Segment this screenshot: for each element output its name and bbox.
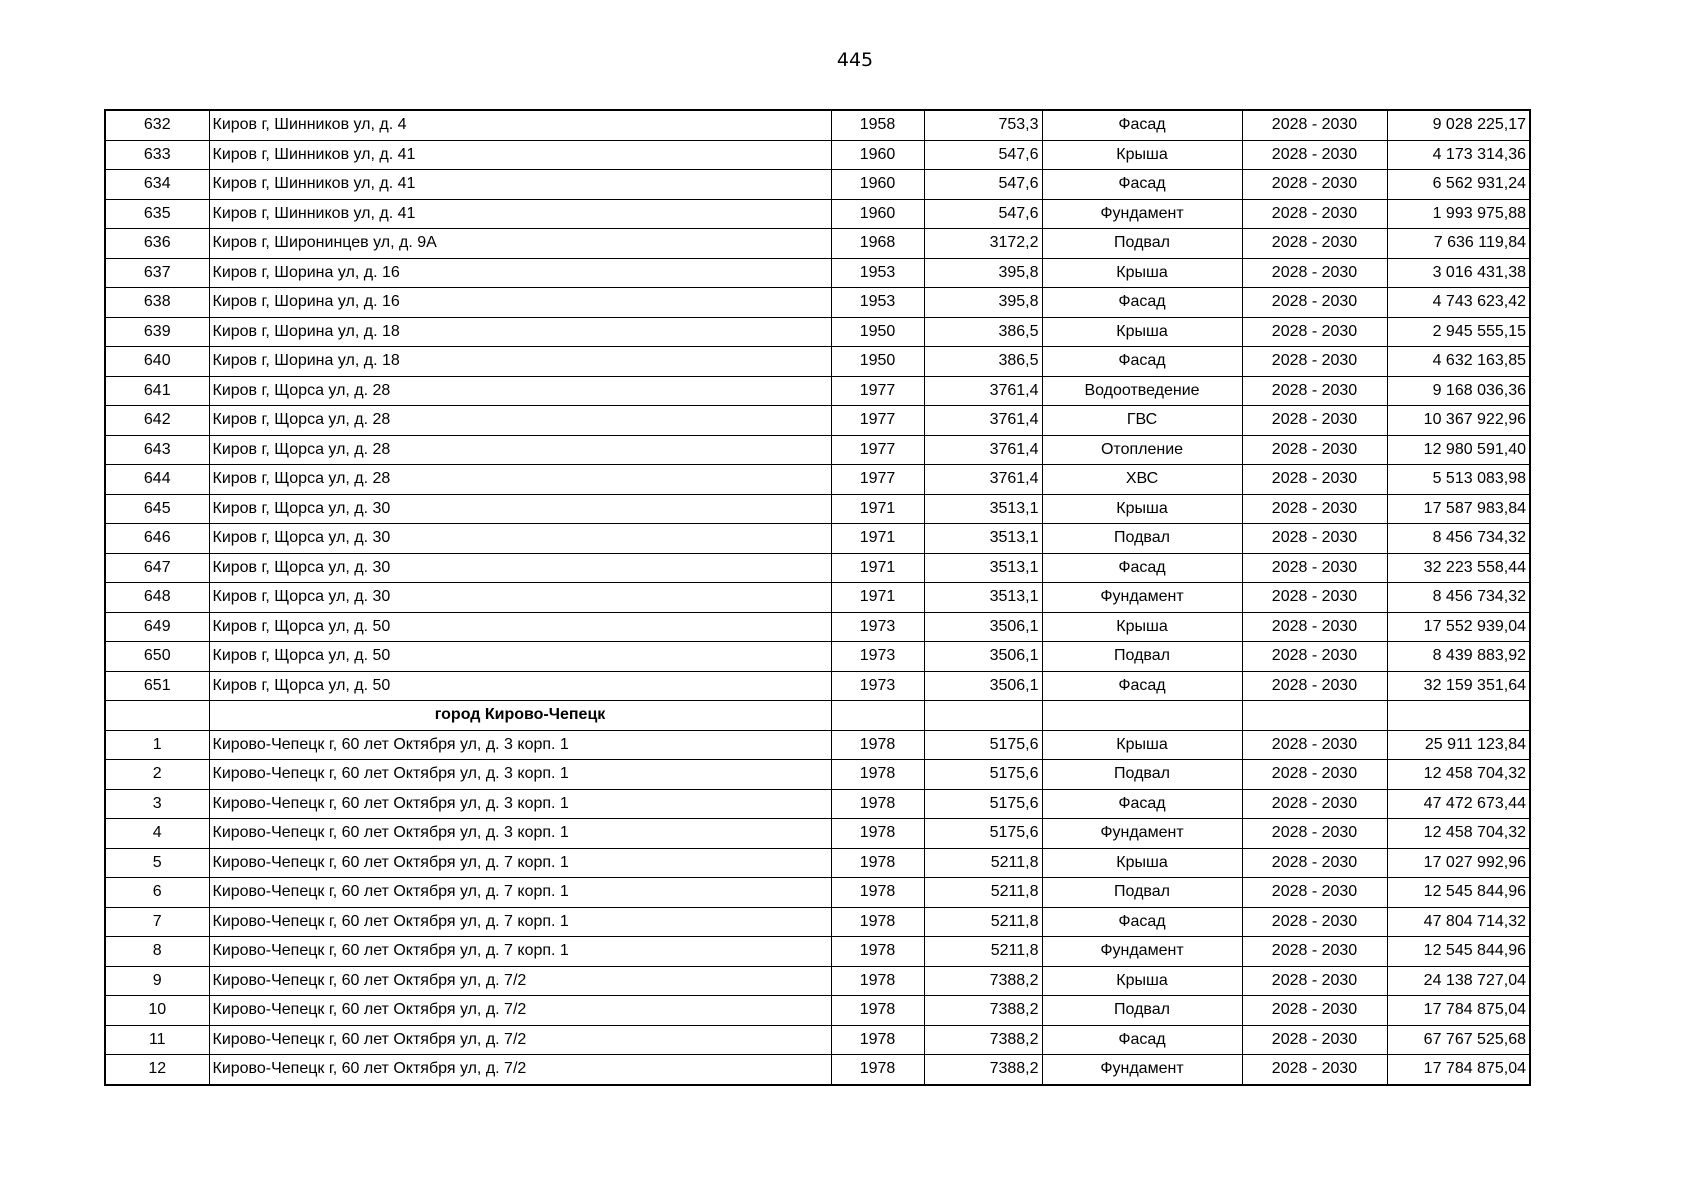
cell-address: Киров г, Щорса ул, д. 50	[209, 612, 831, 642]
table-row	[105, 819, 1530, 849]
cell-work-type: Крыша	[1042, 966, 1242, 996]
table-row	[105, 730, 1530, 760]
cell-year: 1977	[831, 465, 924, 495]
cell-address: Кирово-Чепецк г, 60 лет Октября ул, д. 3 корп. 1	[209, 730, 831, 760]
cell-number: 10	[105, 996, 209, 1026]
cell-year: 1958	[831, 110, 924, 140]
cell-address: Киров г, Щорса ул, д. 28	[209, 465, 831, 495]
cell-cost: 47 804 714,32	[1387, 907, 1530, 937]
cell-number: 639	[105, 317, 209, 347]
cell-area: 395,8	[924, 288, 1042, 318]
cell-year: 1973	[831, 642, 924, 672]
cell-work-type: Фасад	[1042, 1025, 1242, 1055]
cell-number: 635	[105, 199, 209, 229]
cell-work-type: Крыша	[1042, 730, 1242, 760]
cell-address: Кирово-Чепецк г, 60 лет Октября ул, д. 3 корп. 1	[209, 789, 831, 819]
cell-area: 3513,1	[924, 494, 1042, 524]
cell-address: Кирово-Чепецк г, 60 лет Октября ул, д. 7 корп. 1	[209, 937, 831, 967]
cell-period: 2028 - 2030	[1242, 612, 1387, 642]
cell-cost: 8 456 734,32	[1387, 524, 1530, 554]
table-row	[105, 937, 1530, 967]
cell-area: 547,6	[924, 170, 1042, 200]
cell-period: 2028 - 2030	[1242, 494, 1387, 524]
cell-year: 1973	[831, 671, 924, 701]
cell-period: 2028 - 2030	[1242, 1025, 1387, 1055]
cell-period: 2028 - 2030	[1242, 848, 1387, 878]
table-row	[105, 789, 1530, 819]
cell-address: Киров г, Щорса ул, д. 30	[209, 553, 831, 583]
cell-address: Киров г, Щорса ул, д. 50	[209, 642, 831, 672]
cell-area: 5211,8	[924, 937, 1042, 967]
cell-number	[105, 701, 209, 731]
cell-work-type: Подвал	[1042, 229, 1242, 259]
cell-year: 1977	[831, 376, 924, 406]
cell-year: 1971	[831, 524, 924, 554]
cell-number: 647	[105, 553, 209, 583]
cell-year: 1953	[831, 258, 924, 288]
cell-area: 3513,1	[924, 553, 1042, 583]
cell-cost: 4 743 623,42	[1387, 288, 1530, 318]
cell-period: 2028 - 2030	[1242, 170, 1387, 200]
cell-address: Кирово-Чепецк г, 60 лет Октября ул, д. 7 корп. 1	[209, 907, 831, 937]
cell-year: 1978	[831, 730, 924, 760]
table-row	[105, 494, 1530, 524]
cell-address: Киров г, Шорина ул, д. 18	[209, 347, 831, 377]
cell-work-type: Фасад	[1042, 288, 1242, 318]
cell-year: 1960	[831, 140, 924, 170]
cell-period: 2028 - 2030	[1242, 878, 1387, 908]
cell-address: Киров г, Шорина ул, д. 18	[209, 317, 831, 347]
cell-year: 1950	[831, 317, 924, 347]
cell-area: 547,6	[924, 140, 1042, 170]
table-row	[105, 996, 1530, 1026]
cell-year: 1971	[831, 494, 924, 524]
cell-number: 8	[105, 937, 209, 967]
cell-year: 1978	[831, 819, 924, 849]
cell-number: 12	[105, 1055, 209, 1085]
cell-year: 1960	[831, 199, 924, 229]
cell-period: 2028 - 2030	[1242, 465, 1387, 495]
table-row	[105, 288, 1530, 318]
table-row	[105, 317, 1530, 347]
cell-area: 3172,2	[924, 229, 1042, 259]
cell-cost: 3 016 431,38	[1387, 258, 1530, 288]
cell-area: 3506,1	[924, 671, 1042, 701]
cell-address: Кирово-Чепецк г, 60 лет Октября ул, д. 7 корп. 1	[209, 848, 831, 878]
cell-cost: 32 159 351,64	[1387, 671, 1530, 701]
cell-address: Киров г, Шорина ул, д. 16	[209, 288, 831, 318]
cell-area: 3513,1	[924, 583, 1042, 613]
table-row	[105, 966, 1530, 996]
cell-work-type: Подвал	[1042, 642, 1242, 672]
cell-period: 2028 - 2030	[1242, 317, 1387, 347]
cell-cost: 24 138 727,04	[1387, 966, 1530, 996]
cell-area: 3761,4	[924, 406, 1042, 436]
cell-address: Кирово-Чепецк г, 60 лет Октября ул, д. 3 корп. 1	[209, 819, 831, 849]
cell-address: Киров г, Шинников ул, д. 41	[209, 170, 831, 200]
cell-number: 633	[105, 140, 209, 170]
cell-cost: 9 028 225,17	[1387, 110, 1530, 140]
cell-address: Кирово-Чепецк г, 60 лет Октября ул, д. 3 корп. 1	[209, 760, 831, 790]
cell-year: 1978	[831, 1025, 924, 1055]
table-row	[105, 907, 1530, 937]
cell-year: 1978	[831, 789, 924, 819]
cell-number: 643	[105, 435, 209, 465]
cell-period: 2028 - 2030	[1242, 110, 1387, 140]
cell-cost: 17 784 875,04	[1387, 996, 1530, 1026]
table-row	[105, 642, 1530, 672]
cell-address: Киров г, Шинников ул, д. 41	[209, 140, 831, 170]
cell-cost	[1387, 701, 1530, 731]
cell-year: 1973	[831, 612, 924, 642]
cell-number: 641	[105, 376, 209, 406]
repair-registry-table	[104, 109, 1531, 1086]
cell-year: 1971	[831, 583, 924, 613]
cell-work-type: Фасад	[1042, 110, 1242, 140]
cell-address: Кирово-Чепецк г, 60 лет Октября ул, д. 7/2	[209, 1025, 831, 1055]
section-title: город Кирово-Чепецк	[209, 701, 831, 731]
cell-number: 650	[105, 642, 209, 672]
cell-number: 637	[105, 258, 209, 288]
cell-work-type: Подвал	[1042, 878, 1242, 908]
cell-period: 2028 - 2030	[1242, 199, 1387, 229]
cell-number: 7	[105, 907, 209, 937]
cell-area: 386,5	[924, 347, 1042, 377]
table-row	[105, 110, 1530, 140]
cell-work-type: Фундамент	[1042, 1055, 1242, 1085]
cell-cost: 7 636 119,84	[1387, 229, 1530, 259]
page-number: 445	[836, 49, 874, 71]
cell-work-type: Фасад	[1042, 907, 1242, 937]
cell-cost: 12 980 591,40	[1387, 435, 1530, 465]
table-row	[105, 435, 1530, 465]
cell-work-type: Крыша	[1042, 258, 1242, 288]
cell-address: Кирово-Чепецк г, 60 лет Октября ул, д. 7/2	[209, 996, 831, 1026]
cell-period: 2028 - 2030	[1242, 288, 1387, 318]
cell-area: 753,3	[924, 110, 1042, 140]
cell-work-type: Фасад	[1042, 789, 1242, 819]
cell-work-type: Фундамент	[1042, 583, 1242, 613]
cell-cost: 17 027 992,96	[1387, 848, 1530, 878]
cell-number: 3	[105, 789, 209, 819]
cell-year: 1971	[831, 553, 924, 583]
cell-cost: 17 587 983,84	[1387, 494, 1530, 524]
table-row	[105, 612, 1530, 642]
cell-year: 1978	[831, 996, 924, 1026]
cell-period: 2028 - 2030	[1242, 524, 1387, 554]
cell-number: 11	[105, 1025, 209, 1055]
cell-work-type: Подвал	[1042, 760, 1242, 790]
cell-address: Киров г, Широнинцев ул, д. 9А	[209, 229, 831, 259]
cell-cost: 47 472 673,44	[1387, 789, 1530, 819]
cell-number: 640	[105, 347, 209, 377]
cell-number: 645	[105, 494, 209, 524]
cell-number: 648	[105, 583, 209, 613]
cell-area: 5211,8	[924, 907, 1042, 937]
cell-work-type: Подвал	[1042, 996, 1242, 1026]
table-row	[105, 465, 1530, 495]
cell-year: 1978	[831, 966, 924, 996]
table-row	[105, 671, 1530, 701]
cell-cost: 17 784 875,04	[1387, 1055, 1530, 1085]
cell-number: 651	[105, 671, 209, 701]
cell-number: 646	[105, 524, 209, 554]
table-row	[105, 170, 1530, 200]
cell-address: Киров г, Щорса ул, д. 30	[209, 583, 831, 613]
cell-area: 7388,2	[924, 966, 1042, 996]
cell-cost: 6 562 931,24	[1387, 170, 1530, 200]
cell-cost: 25 911 123,84	[1387, 730, 1530, 760]
cell-cost: 12 458 704,32	[1387, 819, 1530, 849]
cell-address: Кирово-Чепецк г, 60 лет Октября ул, д. 7/2	[209, 966, 831, 996]
cell-work-type: Фундамент	[1042, 819, 1242, 849]
cell-work-type: Фасад	[1042, 671, 1242, 701]
cell-cost: 2 945 555,15	[1387, 317, 1530, 347]
table-row	[105, 553, 1530, 583]
cell-work-type: Крыша	[1042, 317, 1242, 347]
cell-area: 5175,6	[924, 819, 1042, 849]
cell-area: 547,6	[924, 199, 1042, 229]
cell-number: 9	[105, 966, 209, 996]
cell-area: 7388,2	[924, 1055, 1042, 1085]
cell-cost: 1 993 975,88	[1387, 199, 1530, 229]
table-row	[105, 406, 1530, 436]
cell-period: 2028 - 2030	[1242, 435, 1387, 465]
cell-address: Киров г, Шорина ул, д. 16	[209, 258, 831, 288]
cell-area: 5211,8	[924, 848, 1042, 878]
cell-work-type: ХВС	[1042, 465, 1242, 495]
cell-number: 4	[105, 819, 209, 849]
cell-period: 2028 - 2030	[1242, 406, 1387, 436]
cell-area	[924, 701, 1042, 731]
table-row	[105, 878, 1530, 908]
table-row	[105, 199, 1530, 229]
table-row	[105, 1055, 1530, 1085]
cell-period: 2028 - 2030	[1242, 966, 1387, 996]
cell-year: 1977	[831, 435, 924, 465]
table-row	[105, 347, 1530, 377]
cell-period: 2028 - 2030	[1242, 671, 1387, 701]
cell-period: 2028 - 2030	[1242, 140, 1387, 170]
cell-cost: 17 552 939,04	[1387, 612, 1530, 642]
cell-year: 1978	[831, 937, 924, 967]
cell-period: 2028 - 2030	[1242, 730, 1387, 760]
cell-work-type	[1042, 701, 1242, 731]
cell-cost: 12 545 844,96	[1387, 878, 1530, 908]
cell-period: 2028 - 2030	[1242, 907, 1387, 937]
cell-cost: 8 439 883,92	[1387, 642, 1530, 672]
cell-area: 5175,6	[924, 760, 1042, 790]
cell-area: 7388,2	[924, 996, 1042, 1026]
cell-number: 649	[105, 612, 209, 642]
cell-cost: 67 767 525,68	[1387, 1025, 1530, 1055]
cell-area: 3506,1	[924, 642, 1042, 672]
cell-area: 386,5	[924, 317, 1042, 347]
table-row	[105, 376, 1530, 406]
table-row	[105, 848, 1530, 878]
cell-year: 1950	[831, 347, 924, 377]
cell-work-type: Фасад	[1042, 170, 1242, 200]
cell-year	[831, 701, 924, 731]
cell-period: 2028 - 2030	[1242, 376, 1387, 406]
cell-work-type: Крыша	[1042, 848, 1242, 878]
cell-year: 1968	[831, 229, 924, 259]
cell-number: 2	[105, 760, 209, 790]
cell-area: 3761,4	[924, 376, 1042, 406]
cell-cost: 5 513 083,98	[1387, 465, 1530, 495]
cell-year: 1977	[831, 406, 924, 436]
cell-area: 3761,4	[924, 435, 1042, 465]
table-row	[105, 1025, 1530, 1055]
cell-number: 6	[105, 878, 209, 908]
cell-cost: 4 632 163,85	[1387, 347, 1530, 377]
cell-cost: 4 173 314,36	[1387, 140, 1530, 170]
cell-address: Киров г, Щорса ул, д. 30	[209, 524, 831, 554]
cell-number: 1	[105, 730, 209, 760]
cell-number: 644	[105, 465, 209, 495]
cell-work-type: Фасад	[1042, 553, 1242, 583]
cell-area: 3506,1	[924, 612, 1042, 642]
cell-period: 2028 - 2030	[1242, 789, 1387, 819]
cell-work-type: Водоотведение	[1042, 376, 1242, 406]
table-row	[105, 229, 1530, 259]
cell-year: 1978	[831, 760, 924, 790]
table-row	[105, 140, 1530, 170]
cell-work-type: Крыша	[1042, 612, 1242, 642]
cell-area: 7388,2	[924, 1025, 1042, 1055]
cell-number: 638	[105, 288, 209, 318]
cell-period: 2028 - 2030	[1242, 760, 1387, 790]
table-row	[105, 760, 1530, 790]
cell-year: 1978	[831, 878, 924, 908]
cell-period: 2028 - 2030	[1242, 229, 1387, 259]
cell-work-type: Фасад	[1042, 347, 1242, 377]
cell-address: Киров г, Щорса ул, д. 28	[209, 406, 831, 436]
section-header-row	[105, 701, 1530, 731]
cell-area: 395,8	[924, 258, 1042, 288]
cell-cost: 9 168 036,36	[1387, 376, 1530, 406]
registry-body	[105, 110, 1530, 1085]
cell-area: 5175,6	[924, 789, 1042, 819]
cell-area: 3761,4	[924, 465, 1042, 495]
cell-period: 2028 - 2030	[1242, 1055, 1387, 1085]
cell-address: Киров г, Шинников ул, д. 4	[209, 110, 831, 140]
cell-area: 5211,8	[924, 878, 1042, 908]
cell-area: 5175,6	[924, 730, 1042, 760]
cell-address: Киров г, Щорса ул, д. 28	[209, 435, 831, 465]
cell-period: 2028 - 2030	[1242, 996, 1387, 1026]
cell-address: Кирово-Чепецк г, 60 лет Октября ул, д. 7/2	[209, 1055, 831, 1085]
cell-address: Кирово-Чепецк г, 60 лет Октября ул, д. 7 корп. 1	[209, 878, 831, 908]
cell-period: 2028 - 2030	[1242, 347, 1387, 377]
table-row	[105, 524, 1530, 554]
cell-period: 2028 - 2030	[1242, 937, 1387, 967]
cell-number: 634	[105, 170, 209, 200]
cell-number: 642	[105, 406, 209, 436]
cell-period	[1242, 701, 1387, 731]
cell-year: 1978	[831, 1055, 924, 1085]
cell-year: 1953	[831, 288, 924, 318]
cell-work-type: Фундамент	[1042, 937, 1242, 967]
cell-year: 1978	[831, 907, 924, 937]
cell-cost: 32 223 558,44	[1387, 553, 1530, 583]
cell-work-type: ГВС	[1042, 406, 1242, 436]
cell-cost: 12 458 704,32	[1387, 760, 1530, 790]
cell-work-type: Подвал	[1042, 524, 1242, 554]
cell-address: Киров г, Щорса ул, д. 50	[209, 671, 831, 701]
cell-period: 2028 - 2030	[1242, 553, 1387, 583]
table-row	[105, 258, 1530, 288]
cell-address: Киров г, Щорса ул, д. 30	[209, 494, 831, 524]
cell-year: 1960	[831, 170, 924, 200]
cell-number: 5	[105, 848, 209, 878]
cell-period: 2028 - 2030	[1242, 258, 1387, 288]
cell-address: Киров г, Шинников ул, д. 41	[209, 199, 831, 229]
cell-work-type: Фундамент	[1042, 199, 1242, 229]
cell-address: Киров г, Щорса ул, д. 28	[209, 376, 831, 406]
cell-work-type: Отопление	[1042, 435, 1242, 465]
cell-work-type: Крыша	[1042, 494, 1242, 524]
cell-period: 2028 - 2030	[1242, 642, 1387, 672]
cell-area: 3513,1	[924, 524, 1042, 554]
cell-year: 1978	[831, 848, 924, 878]
cell-cost: 12 545 844,96	[1387, 937, 1530, 967]
cell-cost: 10 367 922,96	[1387, 406, 1530, 436]
cell-work-type: Крыша	[1042, 140, 1242, 170]
cell-number: 636	[105, 229, 209, 259]
cell-number: 632	[105, 110, 209, 140]
cell-period: 2028 - 2030	[1242, 583, 1387, 613]
table-row	[105, 583, 1530, 613]
cell-period: 2028 - 2030	[1242, 819, 1387, 849]
cell-cost: 8 456 734,32	[1387, 583, 1530, 613]
